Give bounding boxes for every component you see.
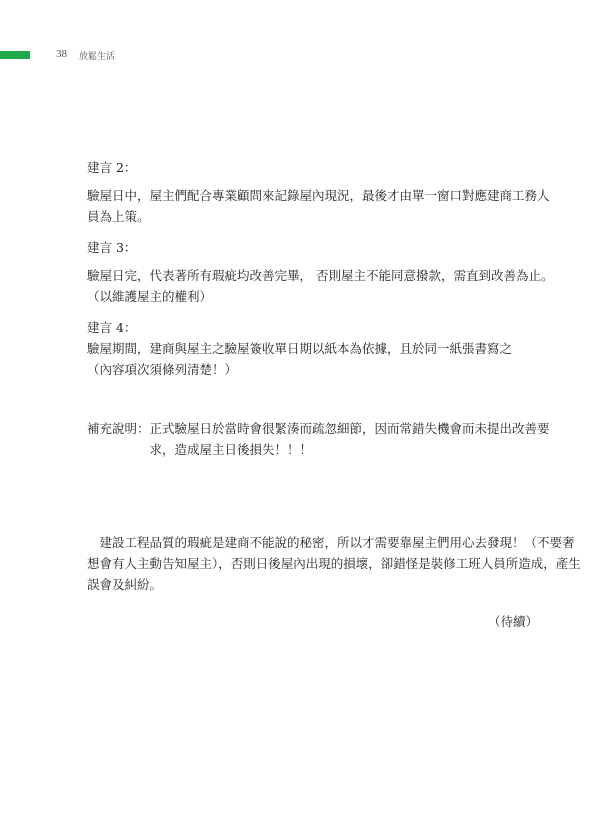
paragraph-line: 員為上策。 [87,209,150,224]
to-be-continued: （待續） [487,614,538,629]
paragraph-line: （內容項次須條列清楚！） [87,362,238,377]
advice-section-4 [87,317,557,380]
note-label: 補充說明： [87,421,150,436]
advice-content [87,157,557,460]
advice-label: 建言 2： [87,160,137,175]
paragraph-line: 建設工程品質的瑕疵是建商不能說的秘密，所以才需要靠屋主們用心去發現！（不要奢 [87,535,575,550]
advice-paragraph [87,185,557,227]
advice-label: 建言 3： [87,240,137,255]
note-line: 求，造成屋主日後損失！！！ [149,442,313,457]
paragraph-line: 驗屋期間，建商與屋主之驗屋簽收單日期以紙本為依據，且於同一紙張書寫之 [87,341,513,356]
note-line: 正式驗屋日於當時會很緊湊而疏忽細節，因而常錯失機會而未提出改善要 [149,421,550,436]
advice-paragraph [87,338,557,380]
running-title: 放鬆生活 [79,52,116,62]
paragraph-line: 驗屋日中，屋主們配合專業顧問來記錄屋內現況，最後才由單一窗口對應建商工務人 [87,188,550,203]
advice-section-2 [87,157,557,227]
advice-label: 建言 4： [87,320,137,335]
paragraph-line: 誤會及糾紛。 [87,577,163,592]
header-accent-bar [0,51,30,59]
advice-paragraph [87,265,557,307]
paragraph-line: 驗屋日完，代表著所有瑕疵均改善完畢， 否則屋主不能同意撥款，需直到改善為止。 [87,268,554,283]
paragraph-line: （以維護屋主的權利） [87,289,213,304]
paragraph-line: 想會有人主動告知屋主），否則日後屋內出現的損壞，卻錯怪是裝修工班人員所造成，產生 [87,556,581,571]
page-number: 38 [56,48,67,60]
supplementary-note [87,418,557,460]
closing-paragraph [87,532,581,595]
advice-section-3 [87,237,557,307]
note-body [150,418,557,460]
